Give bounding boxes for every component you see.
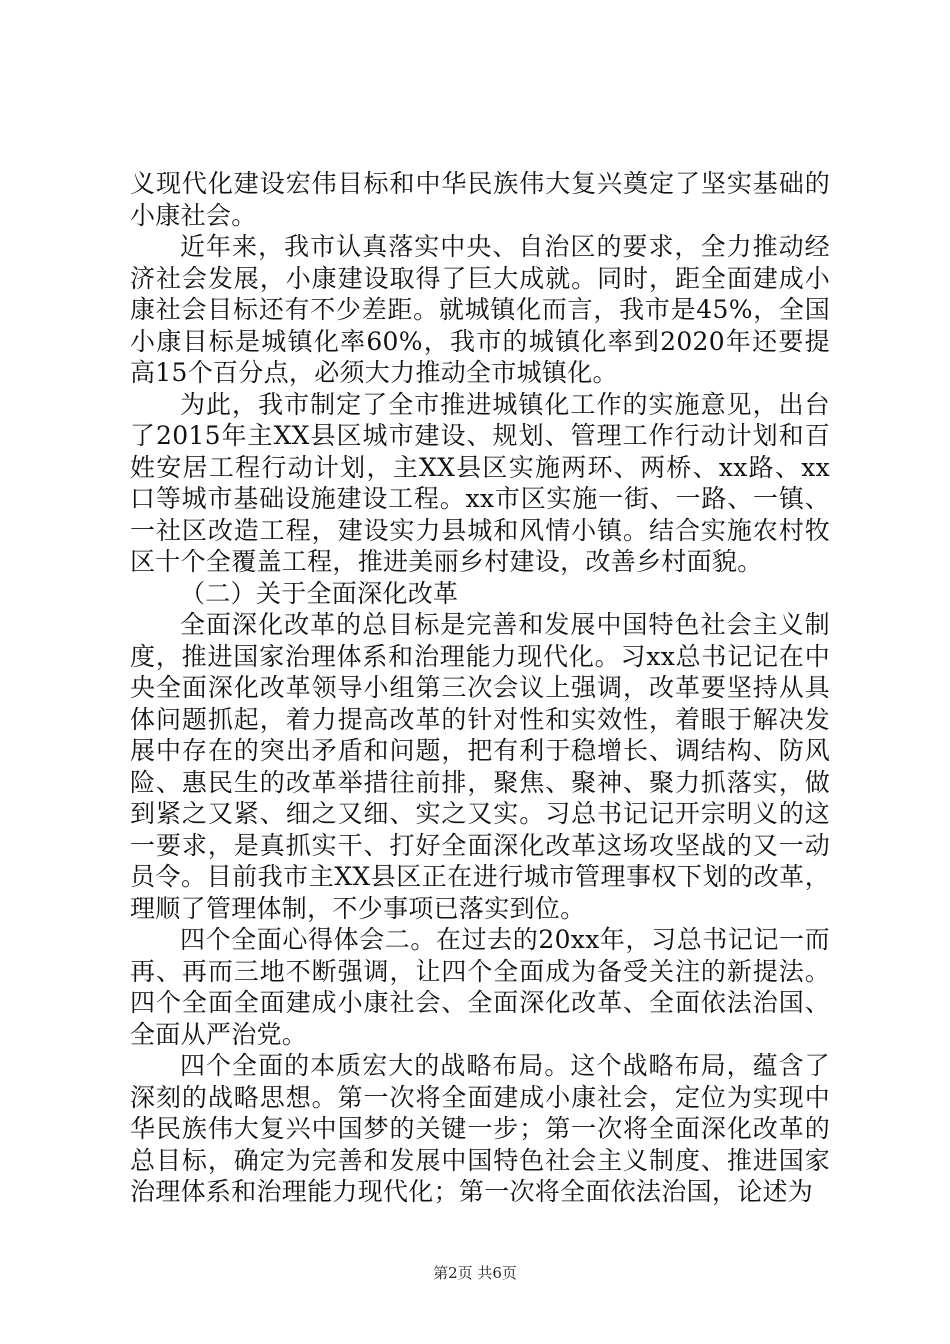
document-body (130, 168, 830, 1208)
page-number-footer: 第2页 共6页 (433, 1264, 517, 1282)
paragraph-four-comprehensives: 四个全面心得体会二。在过去的20xx年，习总书记记一而再、再而三地不断强调，让四个全面成为备受关注的新提法。四个全面全面建成小康社会、全面深化改革、全面依法治国、全面从严治党。 (130, 925, 830, 1049)
paragraph-implementation: 为此，我市制定了全市推进城镇化工作的实施意见，出台了2015年主XX县区城市建设、规划、管理工作行动计划和百姓安居工程行动计划，主XX县区实施两环、两桥、xx路、xx口等城市基础设施建设工程。xx市区实施一街、一路、一镇、一社区改造工程，建设实力县城和风情小镇。结合实施农村牧区十个全覆盖工程，推进美丽乡村建设，改善乡村面貌。 (130, 389, 830, 576)
paragraph-urbanization: 近年来，我市认真落实中央、自治区的要求，全力推动经济社会发展，小康建设取得了巨大成就。同时，距全面建成小康社会目标还有不少差距。就城镇化而言，我市是45%，全国小康目标是城镇化率60%，我市的城镇化率到2020年还要提高15个百分点，必须大力推动全市城镇化。 (130, 232, 830, 387)
paragraph-continuation: 义现代化建设宏伟目标和中华民族伟大复兴奠定了坚实基础的小康社会。 (130, 169, 830, 230)
section-heading-deepening-reform: （二）关于全面深化改革 (180, 578, 459, 608)
paragraph-reform-goal: 全面深化改革的总目标是完善和发展中国特色社会主义制度，推进国家治理体系和治理能力现代化。习xx总书记记在中央全面深化改革领导小组第三次会议上强调，改革要坚持从具体问题抓起，着力提高改革的针对性和实效性，着眼于解决发展中存在的突出矛盾和问题，把有利于稳增长、调结构、防风险、惠民生的改革举措往前排，聚焦、聚神、聚力抓落实，做到紧之又紧、细之又细、实之又实。习总书记记开宗明义的这一要求，是真抓实干、打好全面深化改革这场攻坚战的又一动员令。目前我市主XX县区正在进行城市管理事权下划的改革，理顺了管理体制，不少事项已落实到位。 (130, 610, 830, 923)
paragraph-strategic-layout: 四个全面的本质宏大的战略布局。这个战略布局，蕴含了深刻的战略思想。第一次将全面建成小康社会，定位为实现中华民族伟大复兴中国梦的关键一步；第一次将全面深化改革的总目标，确定为完善和发展中国特色社会主义制度、推进国家治理体系和治理能力现代化；第一次将全面依法治国，论述为 (130, 1051, 830, 1206)
